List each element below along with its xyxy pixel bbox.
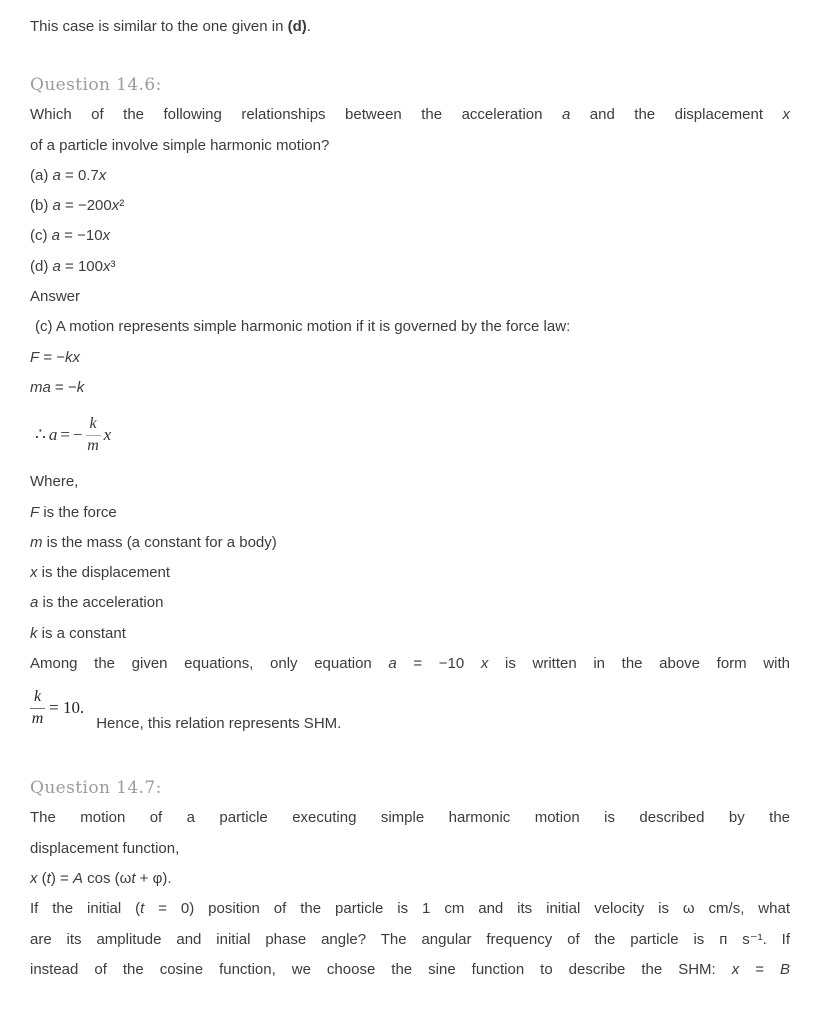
definition-force: F is the force xyxy=(30,503,117,521)
equals-10-value: = 10. xyxy=(49,698,85,718)
hence-shm-text: Hence, this relation represents SHM. xyxy=(96,715,342,733)
where-label: Where, xyxy=(30,473,79,491)
intro-line: This case is similar to the one given in (d). xyxy=(30,18,311,35)
formula-lhs: a xyxy=(48,425,58,445)
option-b: (b) a = −200x² xyxy=(30,197,125,215)
k-over-m-equals-10-formula xyxy=(30,688,84,728)
question-14-7-heading: Question 14.7: xyxy=(30,778,162,799)
question-14-7-text-line-5: are its amplitude and initial phase angle? The angular frequency of the particle is п s⁻¹. If xyxy=(30,930,790,948)
definition-displacement: x is the displacement xyxy=(30,564,171,582)
fraction-denominator-2: m xyxy=(31,709,44,727)
fraction-denominator: m xyxy=(87,436,99,454)
question-14-7-text-line-6: instead of the cosine function, we choose the sine function to describe the SHM: x = B xyxy=(30,960,790,978)
acceleration-formula xyxy=(30,403,790,467)
k-over-m-fraction xyxy=(86,415,101,455)
definition-mass: m is the mass (a constant for a body) xyxy=(30,533,277,551)
option-a: (a) a = 0.7x xyxy=(30,166,107,184)
question-14-6-text-line-1: Which of the following relationships between the acceleration a and the displacement x xyxy=(30,106,790,124)
answer-label: Answer xyxy=(30,288,81,306)
among-equations-line: Among the given equations, only equation a = −10 x is written in the above form with xyxy=(30,655,790,673)
definition-acceleration: a is the acceleration xyxy=(30,594,164,612)
definition-constant: k is a constant xyxy=(30,624,126,642)
answer-explanation-line: (c) A motion represents simple harmonic motion if it is governed by the force law: xyxy=(35,318,571,336)
minus-sign: − xyxy=(72,425,83,445)
question-14-6-text-line-2: of a particle involve simple harmonic motion? xyxy=(30,136,330,154)
question-14-7-text-line-2: displacement function, xyxy=(30,839,180,857)
fraction-numerator-2: k xyxy=(30,688,45,708)
force-law-equation: F = −kx xyxy=(30,348,81,366)
option-c: (c) a = −10x xyxy=(30,227,111,245)
question-14-6-heading: Question 14.6: xyxy=(30,75,162,96)
formula-x-variable: x xyxy=(103,425,112,445)
question-14-7-text-line-1: The motion of a particle executing simple harmonic motion is described by the xyxy=(30,809,790,827)
option-d: (d) a = 100x³ xyxy=(30,257,116,275)
k-over-m-equals-10-row xyxy=(30,679,790,737)
question-14-7-text-line-4: If the initial (t = 0) position of the particle is 1 cm and its initial velocity is ω cm/s, what xyxy=(30,900,790,918)
ma-equation: ma = −k xyxy=(30,378,85,396)
k-over-m-fraction-2 xyxy=(30,688,45,728)
equals-sign: = xyxy=(60,425,70,445)
fraction-numerator: k xyxy=(86,415,101,435)
displacement-function-equation: x (t) = A cos (ωt + φ). xyxy=(30,869,172,887)
therefore-symbol: ∴ xyxy=(35,425,46,445)
